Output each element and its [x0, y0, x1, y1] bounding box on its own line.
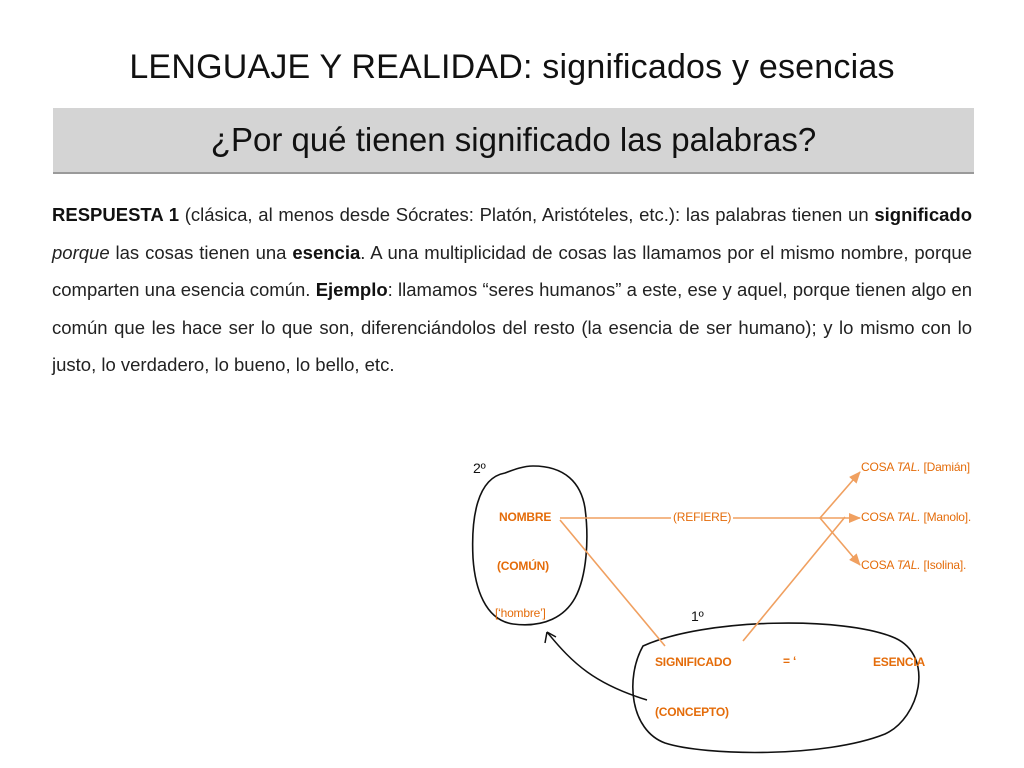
- cosa1-arrow: [820, 472, 860, 518]
- question-text: ¿Por qué tienen significado las palabras?: [210, 121, 817, 158]
- concepto-label: (CONCEPTO): [655, 705, 729, 719]
- meaning-diagram: [465, 438, 975, 760]
- hombre-label: [‘hombre’]: [495, 606, 546, 620]
- nombre-to-significado-line: [560, 520, 665, 646]
- return-curve: [547, 632, 647, 700]
- answer-text-3: . A una multiplicidad de cosas las llamamos por el mismo nombre, porque comparten una esencia común.: [52, 241, 972, 301]
- answer-text-2: las cosas tienen una: [109, 241, 293, 263]
- cosa-manolo: COSA TAL. [Manolo].: [861, 510, 972, 524]
- term-ejemplo: Ejemplo: [315, 279, 388, 301]
- answer-text-4: : llamamos “seres humanos” a este, ese y aquel, porque tienen algo en común que les hace ser lo que son, diferenciándolos del resto (la esencia de ser humano); y lo mismo con lo justo, lo verdadero, lo bueno, lo bello, etc.: [52, 279, 972, 376]
- answer-lead: RESPUESTA 1: [52, 204, 180, 225]
- answer-lead-rest: (clásica, al menos desde Sócrates: Platón, Aristóteles, etc.):: [179, 204, 681, 225]
- nombre-label: NOMBRE: [499, 510, 552, 524]
- term-esencia: esencia: [292, 241, 361, 263]
- label-1o: 1º: [691, 608, 704, 624]
- equals-sign: = ‘: [783, 654, 797, 668]
- term-porque: porque: [52, 241, 110, 263]
- term-significado: significado: [874, 204, 972, 225]
- nombre-oval: [473, 466, 587, 625]
- slide-title: LENGUAJE Y REALIDAD: significados y esencias: [129, 48, 895, 86]
- cosa-isolina: COSA TAL. [Isolina].: [861, 558, 967, 572]
- cosa-damian: COSA TAL. [Damián]: [861, 460, 970, 474]
- cosa3-arrow: [820, 518, 860, 565]
- answer-paragraph: [52, 196, 972, 384]
- refiere-label: (REFIERE): [673, 510, 732, 524]
- esencia-label: ESENCIA: [873, 655, 925, 669]
- label-2o: 2º: [473, 460, 486, 476]
- comun-label: (COMÚN): [497, 559, 549, 573]
- significado-label: SIGNIFICADO: [655, 655, 732, 669]
- question-banner: [53, 108, 974, 174]
- answer-text-1: las palabras tienen un: [680, 204, 875, 225]
- significado-oval: [633, 623, 919, 752]
